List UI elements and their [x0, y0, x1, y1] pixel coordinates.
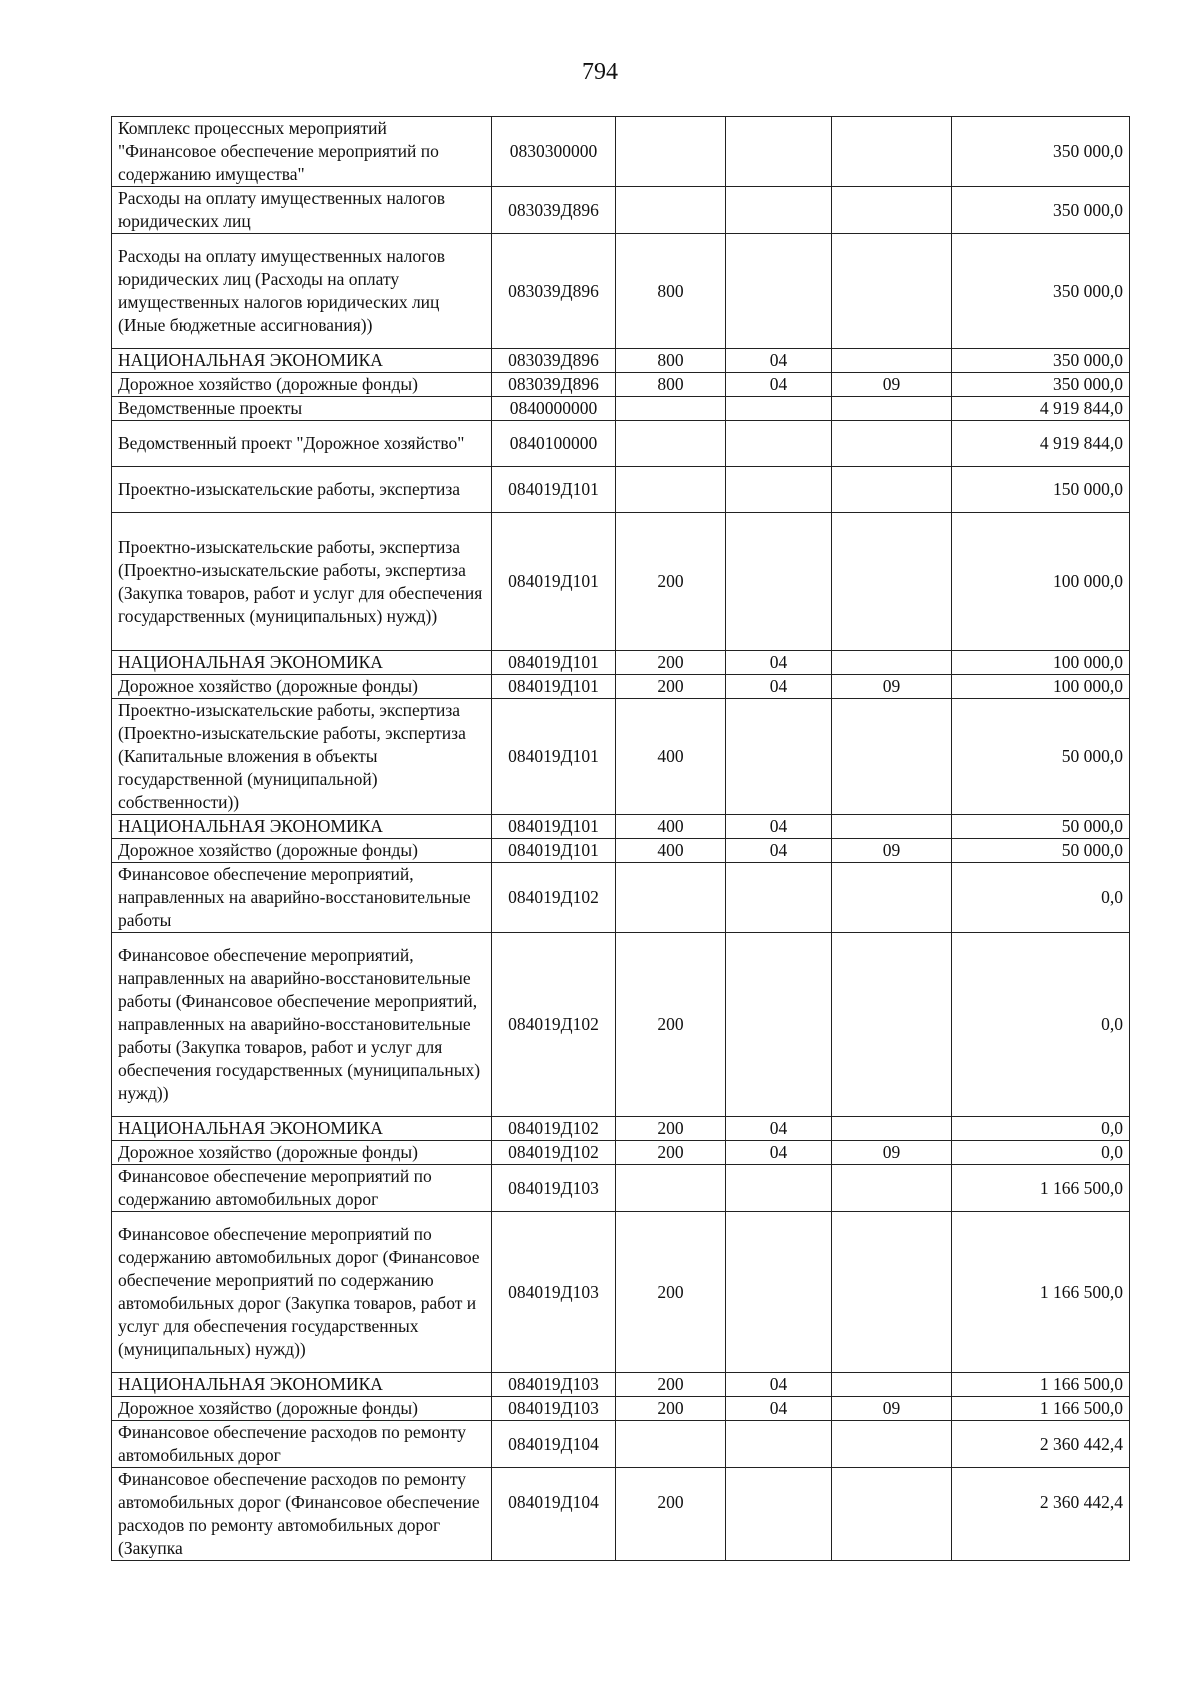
expense-type-cell: 200: [616, 933, 726, 1117]
row-name-cell: Финансовое обеспечение расходов по ремонту автомобильных дорог: [112, 1421, 492, 1468]
target-code-cell: 083039Д896: [492, 349, 616, 373]
table-row: [112, 117, 1130, 187]
target-code-cell: 084019Д102: [492, 1141, 616, 1165]
section-code-cell: [726, 863, 832, 933]
row-name-cell: Дорожное хозяйство (дорожные фонды): [112, 675, 492, 699]
row-name-cell: Проектно-изыскательские работы, экспертиза (Проектно-изыскательские работы, экспертиза (Закупка товаров, работ и услуг для обеспечения государственных (муниципальных) нужд)): [112, 513, 492, 651]
section-code-cell: [726, 513, 832, 651]
section-code-cell: 04: [726, 815, 832, 839]
expense-type-cell: [616, 117, 726, 187]
table-row: [112, 1421, 1130, 1468]
row-name-cell: Финансовое обеспечение мероприятий по содержанию автомобильных дорог (Финансовое обеспечение мероприятий по содержанию автомобильных дорог (Закупка товаров, работ и услуг для обеспечения государственных (муниципальных) нужд)): [112, 1212, 492, 1373]
target-code-cell: 084019Д102: [492, 1117, 616, 1141]
target-code-cell: 084019Д101: [492, 513, 616, 651]
expense-type-cell: 200: [616, 675, 726, 699]
row-name-cell: Финансовое обеспечение мероприятий по содержанию автомобильных дорог: [112, 1165, 492, 1212]
amount-cell: 100 000,0: [952, 513, 1130, 651]
budget-table-body: [112, 117, 1130, 1561]
target-code-cell: 0840100000: [492, 421, 616, 467]
target-code-cell: 084019Д103: [492, 1373, 616, 1397]
row-name-cell: Финансовое обеспечение расходов по ремонту автомобильных дорог (Финансовое обеспечение расходов по ремонту автомобильных дорог (Закупка: [112, 1468, 492, 1561]
target-code-cell: 084019Д101: [492, 651, 616, 675]
subsection-code-cell: [832, 933, 952, 1117]
expense-type-cell: [616, 421, 726, 467]
amount-cell: 1 166 500,0: [952, 1165, 1130, 1212]
section-code-cell: 04: [726, 349, 832, 373]
section-code-cell: [726, 1212, 832, 1373]
subsection-code-cell: [832, 467, 952, 513]
target-code-cell: 0840000000: [492, 397, 616, 421]
amount-cell: 350 000,0: [952, 349, 1130, 373]
table-row: [112, 1468, 1130, 1561]
target-code-cell: 084019Д101: [492, 699, 616, 815]
amount-cell: 1 166 500,0: [952, 1373, 1130, 1397]
subsection-code-cell: [832, 1468, 952, 1561]
table-row: [112, 349, 1130, 373]
subsection-code-cell: [832, 349, 952, 373]
target-code-cell: 083039Д896: [492, 234, 616, 349]
row-name-cell: НАЦИОНАЛЬНАЯ ЭКОНОМИКА: [112, 349, 492, 373]
table-row: [112, 651, 1130, 675]
expense-type-cell: 200: [616, 1397, 726, 1421]
row-name-cell: НАЦИОНАЛЬНАЯ ЭКОНОМИКА: [112, 1373, 492, 1397]
subsection-code-cell: [832, 513, 952, 651]
target-code-cell: 084019Д101: [492, 839, 616, 863]
table-row: [112, 187, 1130, 234]
subsection-code-cell: 09: [832, 1397, 952, 1421]
amount-cell: 2 360 442,4: [952, 1421, 1130, 1468]
amount-cell: 150 000,0: [952, 467, 1130, 513]
table-row: [112, 513, 1130, 651]
row-name-cell: Расходы на оплату имущественных налогов юридических лиц: [112, 187, 492, 234]
expense-type-cell: 200: [616, 1117, 726, 1141]
section-code-cell: 04: [726, 675, 832, 699]
section-code-cell: 04: [726, 1141, 832, 1165]
section-code-cell: [726, 397, 832, 421]
table-row: [112, 1165, 1130, 1212]
amount-cell: 2 360 442,4: [952, 1468, 1130, 1561]
amount-cell: 50 000,0: [952, 839, 1130, 863]
section-code-cell: 04: [726, 839, 832, 863]
amount-cell: 4 919 844,0: [952, 421, 1130, 467]
section-code-cell: [726, 467, 832, 513]
expense-type-cell: 400: [616, 815, 726, 839]
expense-type-cell: 200: [616, 513, 726, 651]
row-name-cell: Ведомственный проект "Дорожное хозяйство": [112, 421, 492, 467]
page-number: 794: [582, 59, 618, 85]
expense-type-cell: [616, 1421, 726, 1468]
table-row: [112, 467, 1130, 513]
row-name-cell: Комплекс процессных мероприятий "Финансовое обеспечение мероприятий по содержанию имущества": [112, 117, 492, 187]
expense-type-cell: 200: [616, 1212, 726, 1373]
table-row: [112, 234, 1130, 349]
target-code-cell: 084019Д101: [492, 675, 616, 699]
amount-cell: 0,0: [952, 1141, 1130, 1165]
subsection-code-cell: [832, 1117, 952, 1141]
table-row: [112, 863, 1130, 933]
subsection-code-cell: [832, 187, 952, 234]
section-code-cell: [726, 699, 832, 815]
row-name-cell: НАЦИОНАЛЬНАЯ ЭКОНОМИКА: [112, 1117, 492, 1141]
subsection-code-cell: [832, 397, 952, 421]
subsection-code-cell: [832, 1373, 952, 1397]
table-row: [112, 1212, 1130, 1373]
subsection-code-cell: [832, 234, 952, 349]
expense-type-cell: 800: [616, 234, 726, 349]
target-code-cell: 084019Д103: [492, 1165, 616, 1212]
amount-cell: 100 000,0: [952, 651, 1130, 675]
section-code-cell: [726, 421, 832, 467]
section-code-cell: [726, 1165, 832, 1212]
target-code-cell: 083039Д896: [492, 187, 616, 234]
section-code-cell: [726, 187, 832, 234]
table-row: [112, 675, 1130, 699]
row-name-cell: Финансовое обеспечение мероприятий, направленных на аварийно-восстановительные работы (Финансовое обеспечение мероприятий, направленных на аварийно-восстановительные работы (Закупка товаров, работ и услуг для обеспечения государственных (муниципальных) нужд)): [112, 933, 492, 1117]
target-code-cell: 083039Д896: [492, 373, 616, 397]
row-name-cell: Проектно-изыскательские работы, экспертиза: [112, 467, 492, 513]
table-row: [112, 1117, 1130, 1141]
row-name-cell: Дорожное хозяйство (дорожные фонды): [112, 1397, 492, 1421]
target-code-cell: 084019Д103: [492, 1212, 616, 1373]
subsection-code-cell: 09: [832, 839, 952, 863]
amount-cell: 0,0: [952, 863, 1130, 933]
subsection-code-cell: [832, 699, 952, 815]
amount-cell: 350 000,0: [952, 187, 1130, 234]
amount-cell: 0,0: [952, 1117, 1130, 1141]
row-name-cell: Расходы на оплату имущественных налогов юридических лиц (Расходы на оплату имущественных налогов юридических лиц (Иные бюджетные ассигнования)): [112, 234, 492, 349]
table-row: [112, 1397, 1130, 1421]
section-code-cell: 04: [726, 373, 832, 397]
amount-cell: 0,0: [952, 933, 1130, 1117]
table-row: [112, 397, 1130, 421]
section-code-cell: 04: [726, 651, 832, 675]
subsection-code-cell: [832, 651, 952, 675]
section-code-cell: [726, 933, 832, 1117]
amount-cell: 50 000,0: [952, 815, 1130, 839]
expense-type-cell: 400: [616, 839, 726, 863]
subsection-code-cell: 09: [832, 675, 952, 699]
subsection-code-cell: 09: [832, 373, 952, 397]
expense-type-cell: 800: [616, 349, 726, 373]
table-row: [112, 933, 1130, 1117]
subsection-code-cell: [832, 1165, 952, 1212]
subsection-code-cell: [832, 421, 952, 467]
subsection-code-cell: [832, 1421, 952, 1468]
expense-type-cell: 200: [616, 1373, 726, 1397]
section-code-cell: 04: [726, 1397, 832, 1421]
section-code-cell: [726, 1468, 832, 1561]
section-code-cell: [726, 1421, 832, 1468]
subsection-code-cell: [832, 117, 952, 187]
expense-type-cell: [616, 863, 726, 933]
target-code-cell: 084019Д103: [492, 1397, 616, 1421]
expense-type-cell: [616, 1165, 726, 1212]
row-name-cell: Дорожное хозяйство (дорожные фонды): [112, 839, 492, 863]
row-name-cell: Финансовое обеспечение мероприятий, направленных на аварийно-восстановительные работы: [112, 863, 492, 933]
table-row: [112, 1141, 1130, 1165]
amount-cell: 1 166 500,0: [952, 1212, 1130, 1373]
section-code-cell: 04: [726, 1373, 832, 1397]
table-row: [112, 839, 1130, 863]
row-name-cell: НАЦИОНАЛЬНАЯ ЭКОНОМИКА: [112, 815, 492, 839]
subsection-code-cell: [832, 1212, 952, 1373]
expense-type-cell: 200: [616, 1141, 726, 1165]
row-name-cell: НАЦИОНАЛЬНАЯ ЭКОНОМИКА: [112, 651, 492, 675]
expense-type-cell: [616, 397, 726, 421]
expense-type-cell: 400: [616, 699, 726, 815]
amount-cell: 1 166 500,0: [952, 1397, 1130, 1421]
expense-type-cell: [616, 467, 726, 513]
target-code-cell: 084019Д101: [492, 467, 616, 513]
section-code-cell: 04: [726, 1117, 832, 1141]
table-row: [112, 699, 1130, 815]
amount-cell: 4 919 844,0: [952, 397, 1130, 421]
subsection-code-cell: [832, 815, 952, 839]
budget-table: [111, 116, 1130, 1561]
target-code-cell: 084019Д101: [492, 815, 616, 839]
expense-type-cell: 200: [616, 1468, 726, 1561]
row-name-cell: Дорожное хозяйство (дорожные фонды): [112, 1141, 492, 1165]
target-code-cell: 084019Д102: [492, 933, 616, 1117]
target-code-cell: 084019Д104: [492, 1468, 616, 1561]
target-code-cell: 084019Д102: [492, 863, 616, 933]
expense-type-cell: [616, 187, 726, 234]
target-code-cell: 084019Д104: [492, 1421, 616, 1468]
table-row: [112, 373, 1130, 397]
expense-type-cell: 800: [616, 373, 726, 397]
table-row: [112, 815, 1130, 839]
section-code-cell: [726, 117, 832, 187]
amount-cell: 50 000,0: [952, 699, 1130, 815]
row-name-cell: Дорожное хозяйство (дорожные фонды): [112, 373, 492, 397]
target-code-cell: 0830300000: [492, 117, 616, 187]
amount-cell: 100 000,0: [952, 675, 1130, 699]
amount-cell: 350 000,0: [952, 373, 1130, 397]
section-code-cell: [726, 234, 832, 349]
table-row: [112, 1373, 1130, 1397]
table-row: [112, 421, 1130, 467]
row-name-cell: Проектно-изыскательские работы, экспертиза (Проектно-изыскательские работы, экспертиза (Капитальные вложения в объекты государственной (муниципальной) собственности)): [112, 699, 492, 815]
subsection-code-cell: [832, 863, 952, 933]
amount-cell: 350 000,0: [952, 117, 1130, 187]
subsection-code-cell: 09: [832, 1141, 952, 1165]
row-name-cell: Ведомственные проекты: [112, 397, 492, 421]
expense-type-cell: 200: [616, 651, 726, 675]
amount-cell: 350 000,0: [952, 234, 1130, 349]
